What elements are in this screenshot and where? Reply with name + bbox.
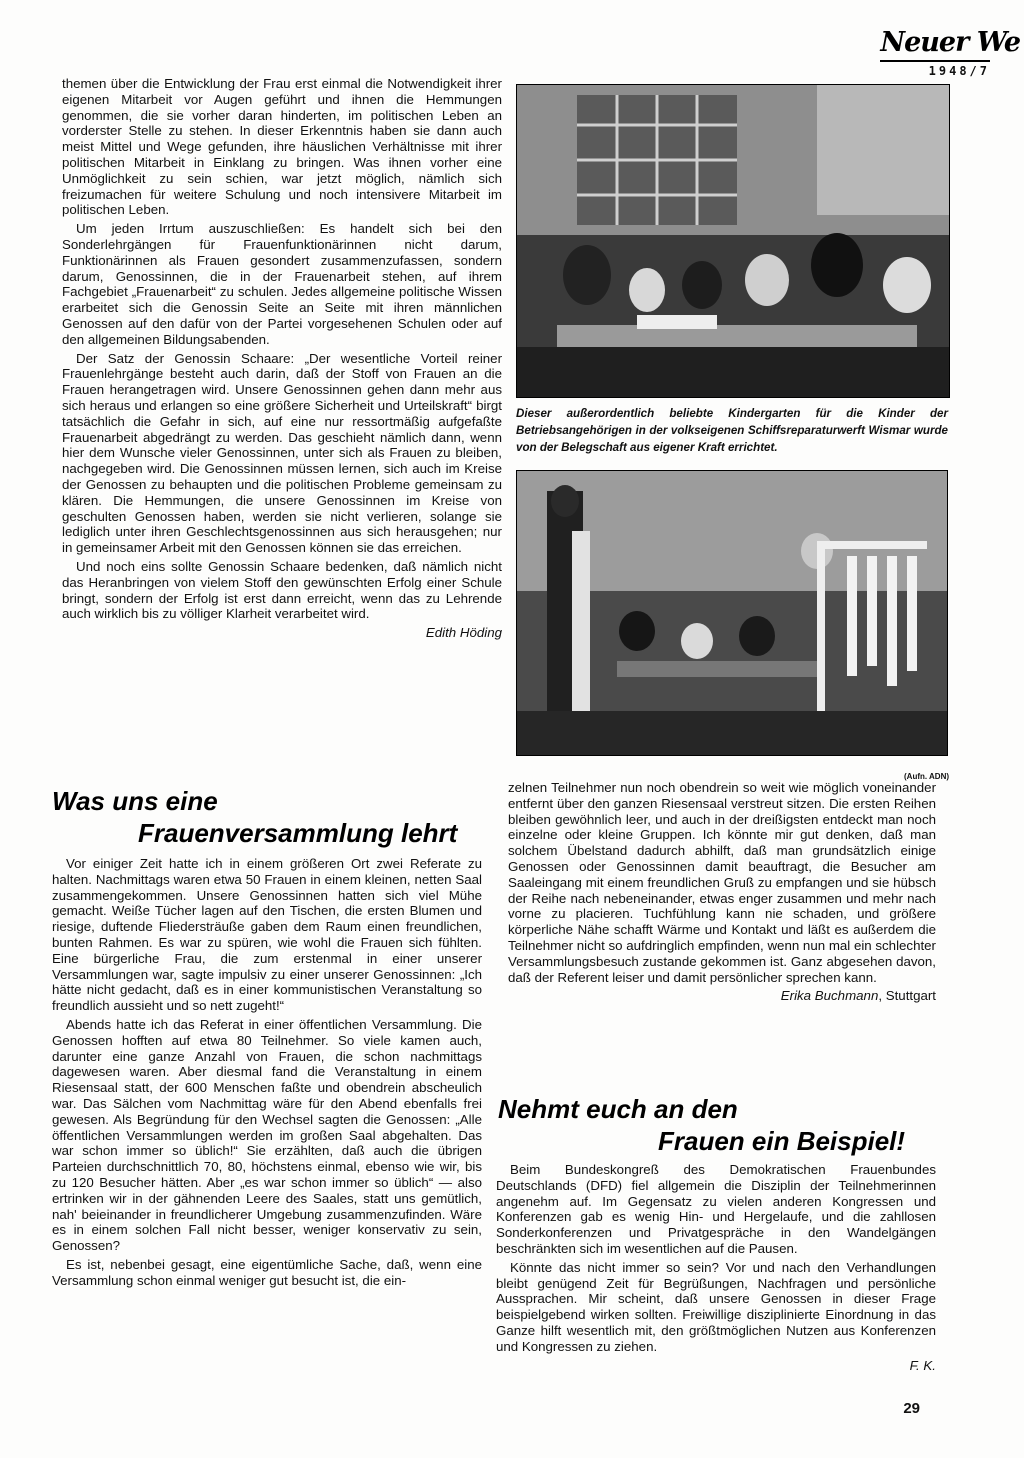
article-3-paragraph: Könnte das nicht immer so sein? Vor und nach den Verhandlungen bleibt genügend Zeit für Begrüßungen, Nachfragen und persönliche Aussprachen. Mir scheint, daß unsere Genossen in dieser Frage beispielgebend wirken sollten. Freiwillige disziplinierte Einordnung in das Ganze hilft wesentlich mit, den größtmöglichen Nutzen aus Konferenzen und Kongressen zu ziehen. xyxy=(496,1259,936,1354)
article-2-author-city: , Stuttgart xyxy=(878,988,936,1004)
kindergarten-photo-2 xyxy=(516,470,948,756)
article-1-paragraph: Um jeden Irrtum auszuschließen: Es handelt sich bei den Sonderlehrgängen für Frauenfunktionärinnen nicht darum, Funktionärinnen als Frauen gesondert zusammenzufassen, sondern darum, Genossinnen, die in der Frauenarbeit stehen, auf ihrem Fachgebiet „Frauenarbeit“ zu schulen. Jedes allgemeine politische Wissen erarbeitet sich die Genossin Seite an Seite mit ihren männlichen Genossen auf den dafür von der Partei vorgesehenen Schulen oder auf den allgemeinen Bildungsabenden. xyxy=(62,221,502,347)
masthead xyxy=(880,28,1020,78)
issue-number: 1948/7 xyxy=(880,60,990,78)
article-1-column xyxy=(62,76,502,644)
masthead-logo: Neuer We xyxy=(880,27,1020,58)
page-number: 29 xyxy=(903,1400,920,1417)
article-1-author: Edith Höding xyxy=(425,625,502,641)
article-2-left-column xyxy=(52,856,482,1292)
kindergarten-photo-1-image xyxy=(517,85,949,397)
article-2-headline-line-2: Frauenversammlung lehrt xyxy=(138,818,458,848)
article-3-paragraph: Beim Bundeskongreß des Demokratischen Frauenbundes Deutschlands (DFD) fiel allgemein die Disziplin der Teilnehmerinnen angenehm auf. Im Gegensatz zu vielen anderen Kongressen und Konferenzen gab es wenig Hin- und Hergelaufe, und die zahllosen Sonderkonferenzen und Privatgespräche in den Wandelgängen beschränkten sich im wesentlichen auf die Pausen. xyxy=(496,1162,936,1256)
article-2-signature xyxy=(508,988,936,1004)
article-1-paragraph: Der Satz der Genossin Schaare: „Der wesentliche Vorteil reiner Frauenlehrgänge besteht auch darin, daß der Stoff von Frauen an die Frauen herangetragen wird. Unsere Genossinnen gehen dann mehr aus sich heraus und erlangen so eine größere Sicherheit und Urteilskraft“ birgt tatsächlich die Gefahr in sich, auf eine nur ressortmäßig aufgefaßte Frauenarbeit abgedrängt zu werden. Das geschieht nämlich dann, wenn hier dem Wunsche vieler Genossinnen, unter sich als Frauen zu bleiben, nachgegeben wird. Die Genossinnen müssen lernen, sich auch im Kreise der Genossen zu behaupten und die politischen Probleme gemeinsam zu klären. Die Hemmungen, die unsere Genossinnen im Kreise von geschulten Genossen haben, werden sie nicht verlieren, solange sie lediglich unter ihren Geschlechtsgenossinnen aus sich herausgehen; nur in gemeinsamer Arbeit mit den Genossen können sie das erreichen. xyxy=(62,350,502,556)
article-2-headline-line-1: Was uns eine xyxy=(52,786,218,816)
kindergarten-photo-1 xyxy=(516,84,950,398)
kindergarten-photo-2-image xyxy=(517,471,947,755)
article-2-paragraph: Abends hatte ich das Referat in einer öffentlichen Versammlung. Die Genossen hofften auf etwa 80 Teilnehmer. So viele kamen auch, darunter eine ganze Anzahl von Frauen, die schon nachmittags dagewesen waren. Aber diesmal fand die Veranstaltung in einem Riesensaal statt, der 600 Menschen faßte und obendrein abscheulich war. Das Sälchen vom Nachmittag wäre für den Abend ebenfalls frei gewesen. Als Begründung für den Wechsel sagten die Genossen: „Alle öffentlichen Versammlungen werden im großen Saal abgehalten. Das war schon immer so üblich!“ Sie erzählten, daß auch die übrigen Parteien durchschnittlich 70, 80, höchstens einmal, ebenso wie wir, bis zu 120 Besucher hätten. Aber „es war schon immer so üblich“ — also ertrinken wir in der gähnenden Leere des Saales, statt uns gemütlich, nah' beieinander in freundlicherer Umgebung zusammenzufinden. Wäre es in einem solchen Fall nicht besser, weniger konservativ zu sein, Genossen? xyxy=(52,1016,482,1254)
article-3-headline-line-1: Nehmt euch an den xyxy=(498,1094,738,1124)
article-2-paragraph: Vor einiger Zeit hatte ich in einem größeren Ort zwei Referate zu halten. Nachmittags waren etwa 50 Frauen in einem kleinen, netten Saal zusammengekommen. Unsere Genossinnen hatten sich viel Mühe gemacht. Weiße Tücher lagen auf den Tischen, die ersten Blumen und riesige, duftende Fliedersträuße gaben dem Raum einen freundlichen, bunten Rahmen. Es war zu spüren, wie wohl die Frauen sich fühlten. Eine bürgerliche Frau, die zum erstenmal in einer unserer Versammlungen war, sagte impulsiv zu einer unserer Genossinnen: „Ich hätte nicht gedacht, daß es in einer kommunistischen Veranstaltung so freundlich aussieht und so nett zugeht!“ xyxy=(52,856,482,1014)
article-3-column xyxy=(496,1162,936,1376)
article-1-paragraph: Und noch eins sollte Genossin Schaare bedenken, daß nämlich nicht das Heranbringen von vielem Stoff den gewünschten Erfolg einer Schule bringt, sondern der Erfolg ist erst dann erreicht, wenn das zu Lehrende auch wirklich bis zu völliger Klarheit verarbeitet wird. xyxy=(62,558,502,622)
photo-credit: (Aufn. ADN) xyxy=(904,772,950,781)
article-2-paragraph: Es ist, nebenbei gesagt, eine eigentümliche Sache, daß, wenn eine Versammlung schon einmal weniger gut besucht ist, die ein- xyxy=(52,1256,482,1288)
article-1-paragraph: themen über die Entwicklung der Frau erst einmal die Notwendigkeit ihrer eigenen Mitarbeit vor Augen geführt und ihnen die Hemmungen genommen, die sie vorher daran hinderten, im politischen Leben an vorderster Stelle zu stehen. In dieser Erkenntnis haben sie dann auch meist Mittel und Wege gefunden, ihre häuslichen Verhältnisse mit ihrer politischen Mitarbeit in Einklang zu bringen. Was ihnen vorher eine Unmöglichkeit zu sein schien, war jetzt möglich, nämlich sich freizumachen für weitere Schulung und noch intensivere Mitarbeit im politischen Leben. xyxy=(62,76,502,218)
article-2-right-column xyxy=(508,780,936,1007)
photo-caption: Dieser außerordentlich beliebte Kindergarten für die Kinder der Betriebsangehörigen in der volkseigenen Schiffsreparaturwerft Wismar wurde von der Belegschaft aus eigener Kraft errichtet. xyxy=(516,407,948,454)
article-3-signature: F. K. xyxy=(909,1357,936,1373)
article-3-headline-line-2: Frauen ein Beispiel! xyxy=(658,1126,906,1156)
article-2-author: Erika Buchmann xyxy=(780,988,879,1004)
article-2-paragraph-continued: zelnen Teilnehmer nun noch obendrein so weit wie möglich voneinander entfernt über den ganzen Riesensaal verstreut sitzen. Die ersten Reihen bleiben gewöhnlich leer, und auch in der dreißigsten entdeckt man noch einzelne oder kleine Gruppen. Ich könnte mir gut denken, daß man solchem Übelstand dadurch abhilft, daß man grundsätzlich einige Genossen oder Genossinnen damit beauftragt, die Besucher am Saaleingang mit einem freundlichen Gruß zu empfangen und sie hübsch der Reihe nach nebeneinander, etwas enger zusammen und mehr nach vorne zu placieren. Tuchfühlung kann nie schaden, und größere körperliche Nähe schafft Wärme und Kontakt und läßt es außerdem die Teilnehmer nicht so aufdringlich empfinden, wenn nun mal ein schlechter Versammlungsbesuch zustande gekommen ist. Ganz abgesehen davon, daß der Referent leiser und damit persönlicher sprechen kann. xyxy=(508,780,936,985)
